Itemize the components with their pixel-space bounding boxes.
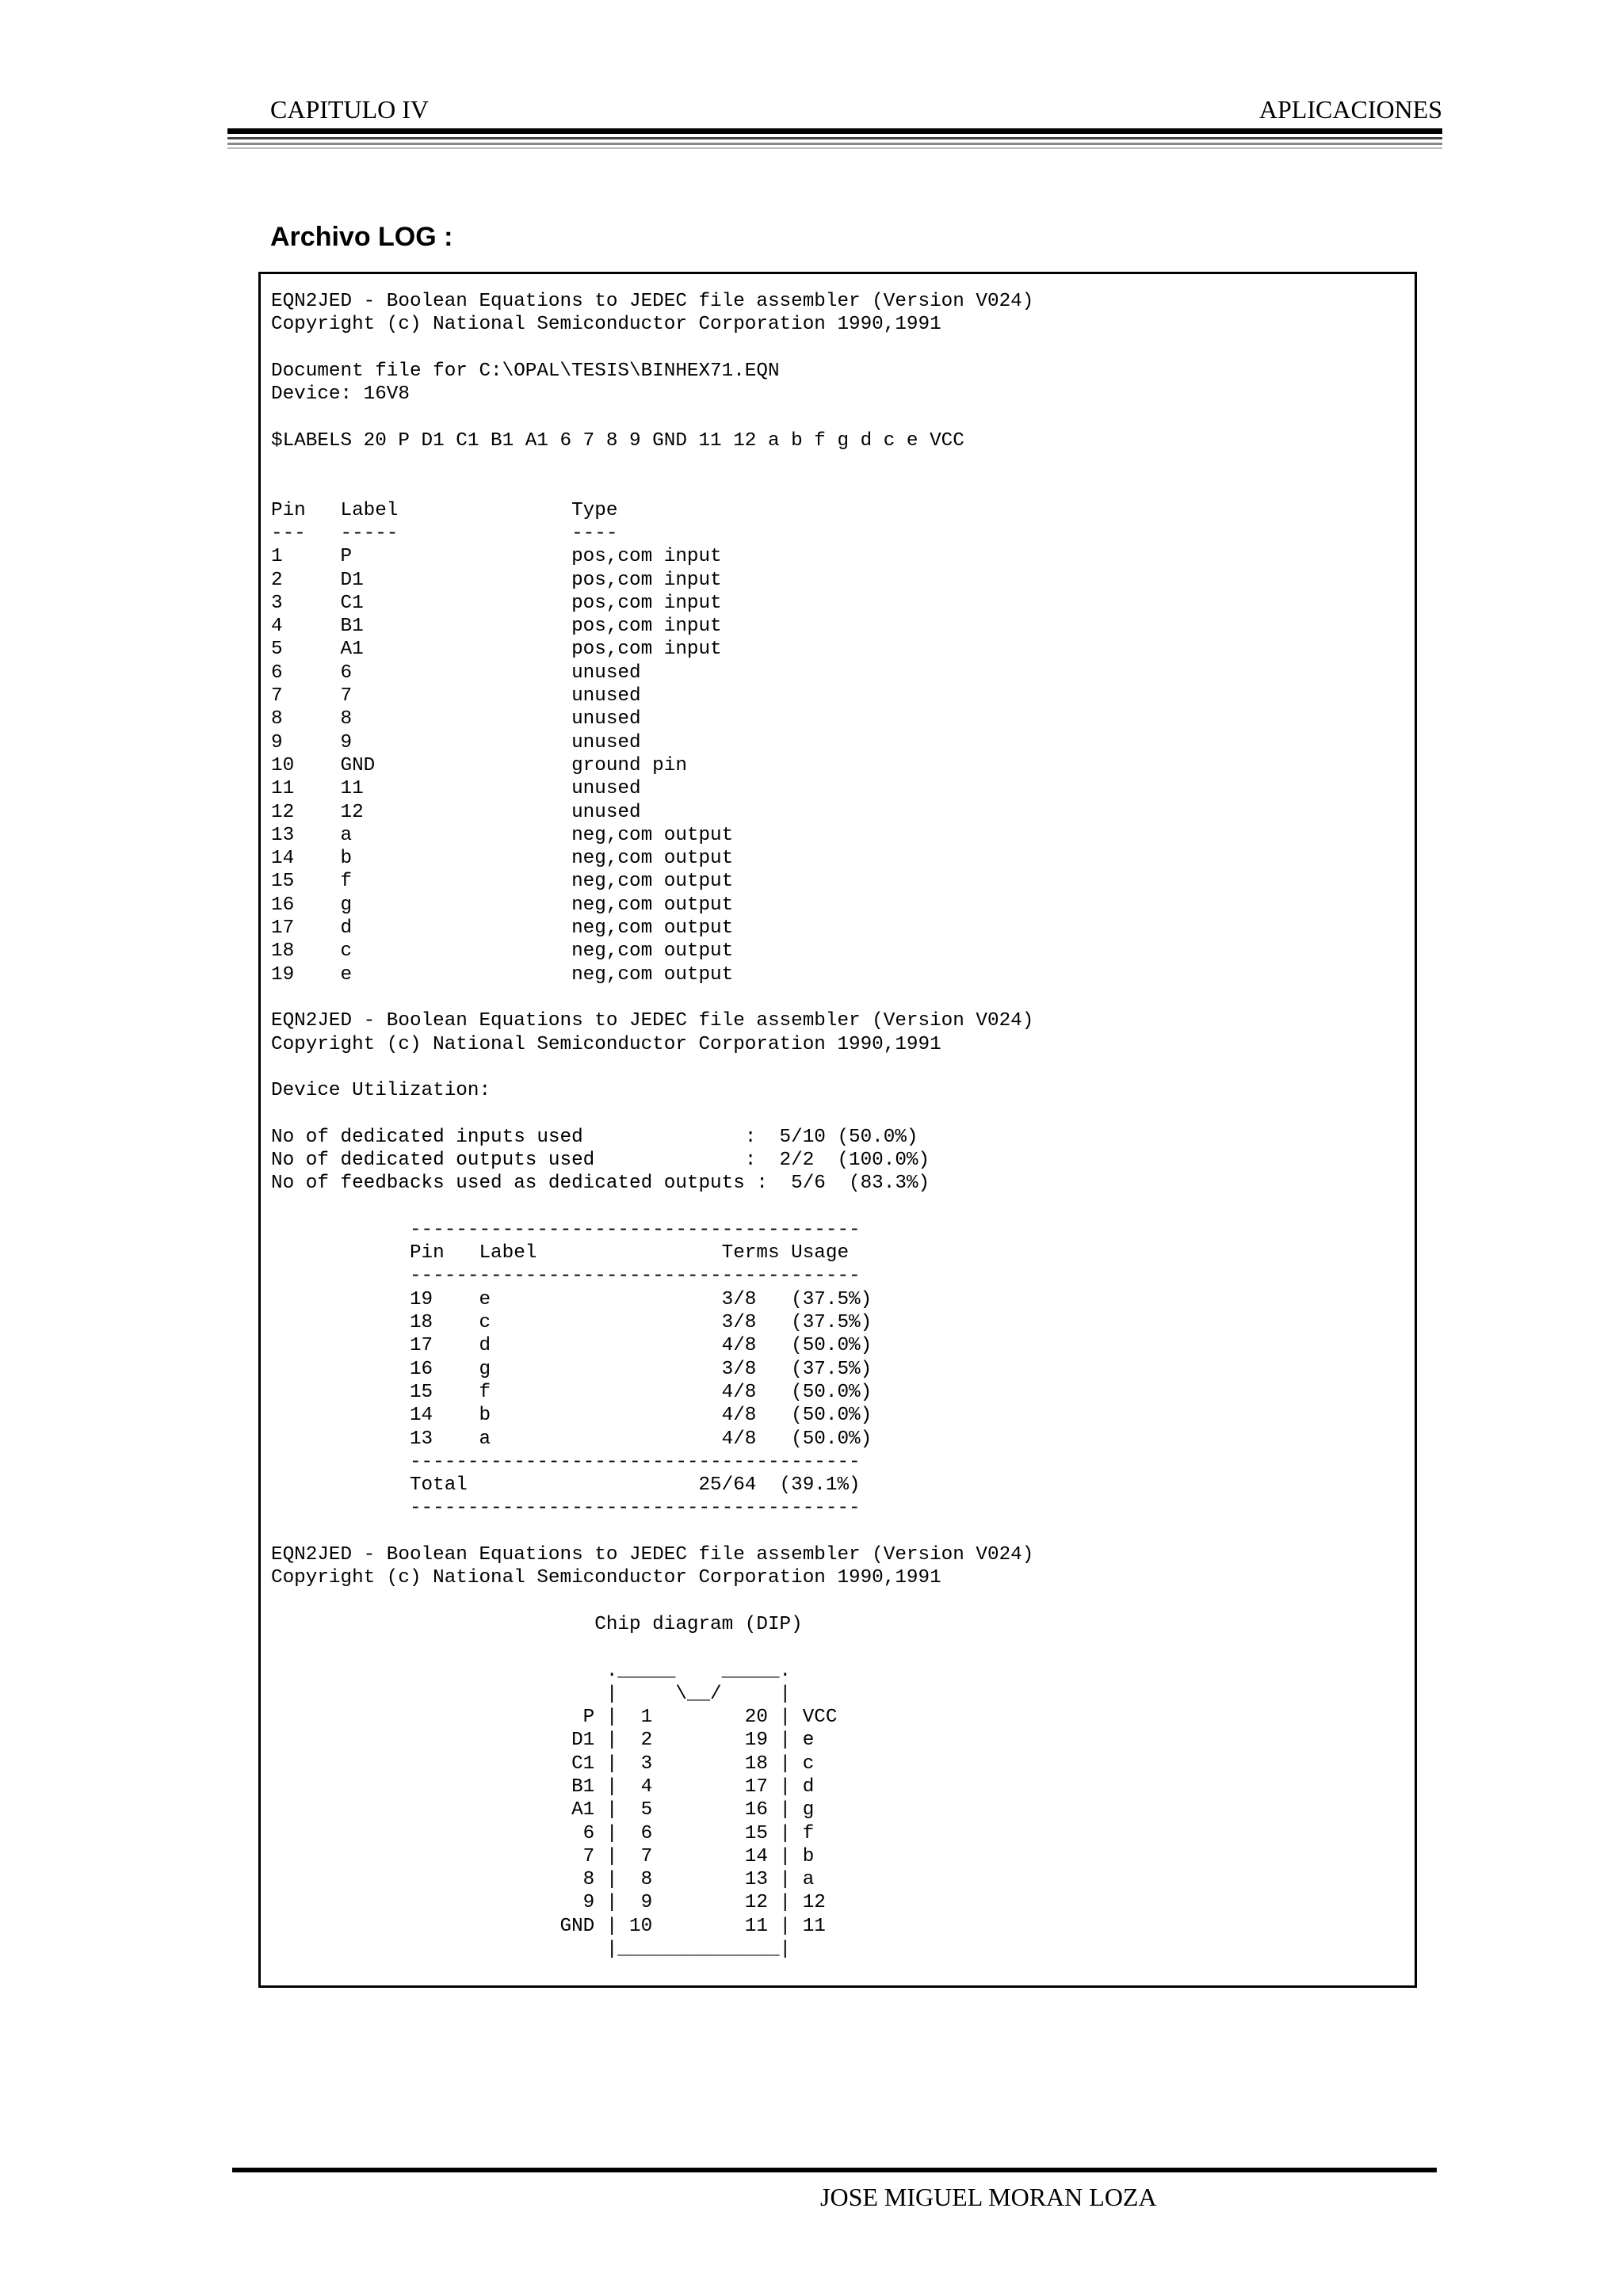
log-line: 14 b 4/8 (50.0%) — [271, 1405, 873, 1427]
log-line: 9 | 9 12 | 12 — [271, 1892, 826, 1914]
footer-rule — [232, 2168, 1437, 2172]
footer-author: JOSE MIGUEL MORAN LOZA — [820, 2183, 1157, 2211]
log-line: 2 D1 pos,com input — [271, 569, 722, 591]
log-line: Copyright (c) National Semiconductor Corporation 1990,1991 — [271, 1567, 941, 1589]
log-line: 4 B1 pos,com input — [271, 616, 722, 638]
log-line: Chip diagram (DIP) — [271, 1613, 803, 1635]
log-line: Total 25/64 (39.1%) — [271, 1474, 861, 1497]
log-line: P | 1 20 | VCC — [271, 1707, 838, 1729]
log-line: --------------------------------------- — [271, 1219, 861, 1241]
log-line: 13 a 4/8 (50.0%) — [271, 1428, 873, 1450]
log-line: Copyright (c) National Semiconductor Corporation 1990,1991 — [271, 1033, 941, 1055]
log-line: 12 12 unused — [271, 801, 641, 823]
log-line: 8 8 unused — [271, 708, 641, 730]
log-line: C1 | 3 18 | c — [271, 1753, 815, 1775]
log-line: --- ----- ---- — [271, 522, 618, 544]
log-content — [271, 290, 1033, 1961]
log-line: B1 | 4 17 | d — [271, 1776, 815, 1798]
log-line: --------------------------------------- — [271, 1497, 861, 1520]
log-line: 6 | 6 15 | f — [271, 1822, 815, 1844]
log-line: --------------------------------------- — [271, 1451, 861, 1473]
log-line: 17 d 4/8 (50.0%) — [271, 1335, 873, 1357]
log-line: ._____ _____. — [271, 1660, 792, 1682]
log-line: 11 11 unused — [271, 778, 641, 800]
log-line: Pin Label Terms Usage — [271, 1242, 850, 1264]
log-line: | \__/ | — [271, 1683, 792, 1705]
log-line: Device Utilization: — [271, 1080, 491, 1102]
log-line: GND | 10 11 | 11 — [271, 1915, 826, 1937]
log-line: 7 7 unused — [271, 685, 641, 707]
header-rule — [227, 143, 1442, 145]
log-line: 19 e neg,com output — [271, 963, 734, 986]
log-line: EQN2JED - Boolean Equations to JEDEC file assembler (Version V024) — [271, 1010, 1034, 1032]
log-line: 3 C1 pos,com input — [271, 592, 722, 614]
log-line: Copyright (c) National Semiconductor Corporation 1990,1991 — [271, 314, 941, 336]
section-title: Archivo LOG : — [270, 222, 453, 252]
log-line: 15 f neg,com output — [271, 871, 734, 893]
section-label: APLICACIONES — [1258, 95, 1442, 124]
log-line: D1 | 2 19 | e — [271, 1730, 815, 1752]
log-line: 15 f 4/8 (50.0%) — [271, 1381, 873, 1403]
log-line: Pin Label Type — [271, 499, 618, 521]
log-line: 6 6 unused — [271, 662, 641, 684]
log-line: --------------------------------------- — [271, 1265, 861, 1287]
log-line: No of dedicated inputs used : 5/10 (50.0%) — [271, 1126, 918, 1148]
log-line: EQN2JED - Boolean Equations to JEDEC file assembler (Version V024) — [271, 291, 1034, 312]
log-line: 16 g 3/8 (37.5%) — [271, 1358, 873, 1380]
header-rule — [227, 147, 1442, 149]
chapter-label: CAPITULO IV — [270, 95, 429, 124]
log-line: 14 b neg,com output — [271, 848, 734, 870]
log-line: 7 | 7 14 | b — [271, 1845, 815, 1867]
log-line: 13 a neg,com output — [271, 824, 734, 846]
log-line: No of feedbacks used as dedicated outputs : 5/6 (83.3%) — [271, 1173, 930, 1195]
log-line: Device: 16V8 — [271, 383, 410, 406]
header-rule — [227, 128, 1442, 134]
log-line: 5 A1 pos,com input — [271, 639, 722, 661]
log-line: A1 | 5 16 | g — [271, 1799, 815, 1821]
log-line: $LABELS 20 P D1 C1 B1 A1 6 7 8 9 GND 11 12 a b f g d c e VCC — [271, 429, 964, 452]
log-line: EQN2JED - Boolean Equations to JEDEC file assembler (Version V024) — [271, 1544, 1034, 1566]
log-line: No of dedicated outputs used : 2/2 (100.0%) — [271, 1149, 930, 1171]
log-line: 18 c neg,com output — [271, 940, 734, 963]
log-line: 17 d neg,com output — [271, 917, 734, 940]
log-line: 19 e 3/8 (37.5%) — [271, 1288, 873, 1310]
log-line: 1 P pos,com input — [271, 546, 722, 568]
log-line: 10 GND ground pin — [271, 754, 687, 776]
header-rule — [227, 137, 1442, 139]
log-line: |______________| — [271, 1939, 792, 1961]
log-line: 18 c 3/8 (37.5%) — [271, 1312, 873, 1334]
log-line: 16 g neg,com output — [271, 894, 734, 916]
log-line: 9 9 unused — [271, 731, 641, 753]
log-line: Document file for C:\OPAL\TESIS\BINHEX71.EQN — [271, 360, 780, 382]
log-line: 8 | 8 13 | a — [271, 1869, 815, 1891]
